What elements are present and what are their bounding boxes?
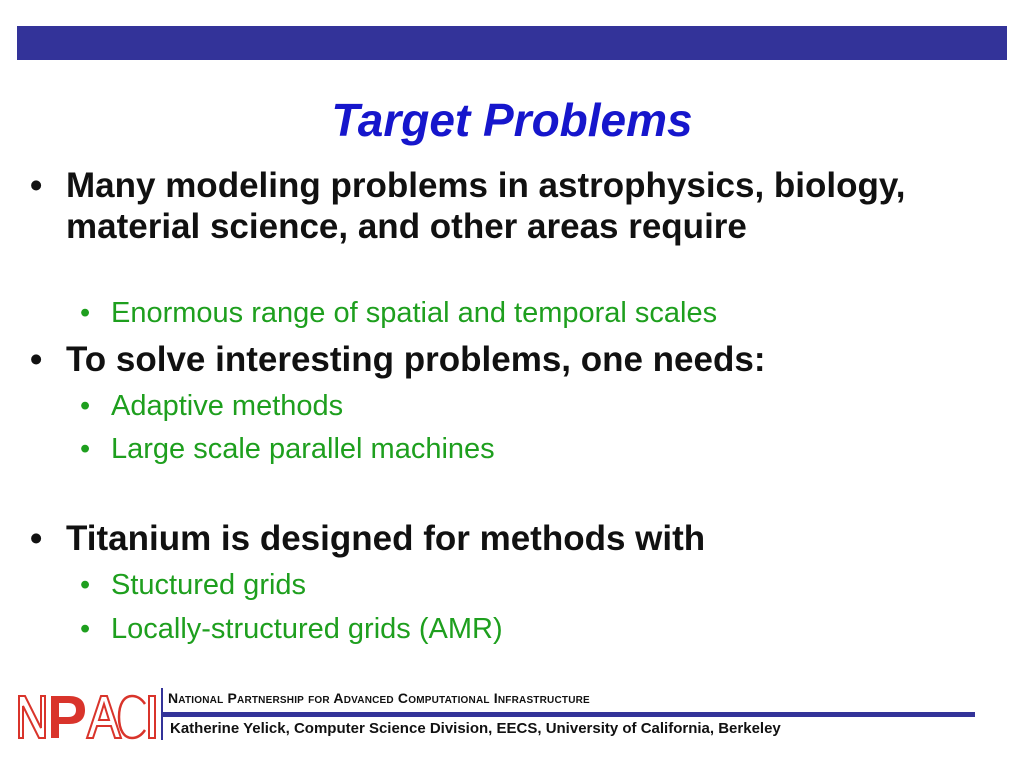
- sub-bullet-item: [80, 296, 980, 330]
- bullet-text: Titanium is designed for methods with: [66, 519, 706, 558]
- sub-bullet-item: [80, 389, 980, 423]
- bullet-icon: •: [30, 166, 43, 205]
- footer-org-name: National Partnership for Advanced Computational Infrastructure: [168, 690, 590, 706]
- sub-bullet-icon: •: [80, 433, 91, 465]
- npaci-logo-icon: [15, 690, 157, 742]
- sub-bullet-text: Locally-structured grids (AMR): [111, 613, 503, 645]
- sub-bullet-icon: •: [80, 390, 91, 422]
- footer-rule: [163, 712, 975, 717]
- sub-bullet-icon: •: [80, 569, 91, 601]
- bullet-item: [30, 518, 930, 559]
- bullet-text: To solve interesting problems, one needs:: [66, 340, 766, 379]
- slide-title: Target Problems: [331, 94, 693, 146]
- bullet-item: [30, 165, 930, 247]
- sub-bullet-icon: •: [80, 613, 91, 645]
- bullet-icon: •: [30, 340, 43, 379]
- sub-bullet-text: Large scale parallel machines: [111, 433, 495, 465]
- sub-bullet-text: Enormous range of spatial and temporal scales: [111, 297, 718, 329]
- bullet-text: Many modeling problems in astrophysics, biology, material science, and other areas require: [66, 166, 906, 246]
- sub-bullet-item: [80, 612, 980, 646]
- sub-bullet-text: Stuctured grids: [111, 569, 307, 601]
- bullet-icon: •: [30, 519, 43, 558]
- footer-author: Katherine Yelick, Computer Science Division, EECS, University of California, Berkeley: [170, 720, 781, 737]
- sub-bullet-item: [80, 568, 980, 602]
- sub-bullet-icon: •: [80, 297, 91, 329]
- top-bar: [17, 26, 1007, 60]
- sub-bullet-item: [80, 432, 980, 466]
- bullet-item: [30, 339, 930, 380]
- sub-bullet-text: Adaptive methods: [111, 390, 344, 422]
